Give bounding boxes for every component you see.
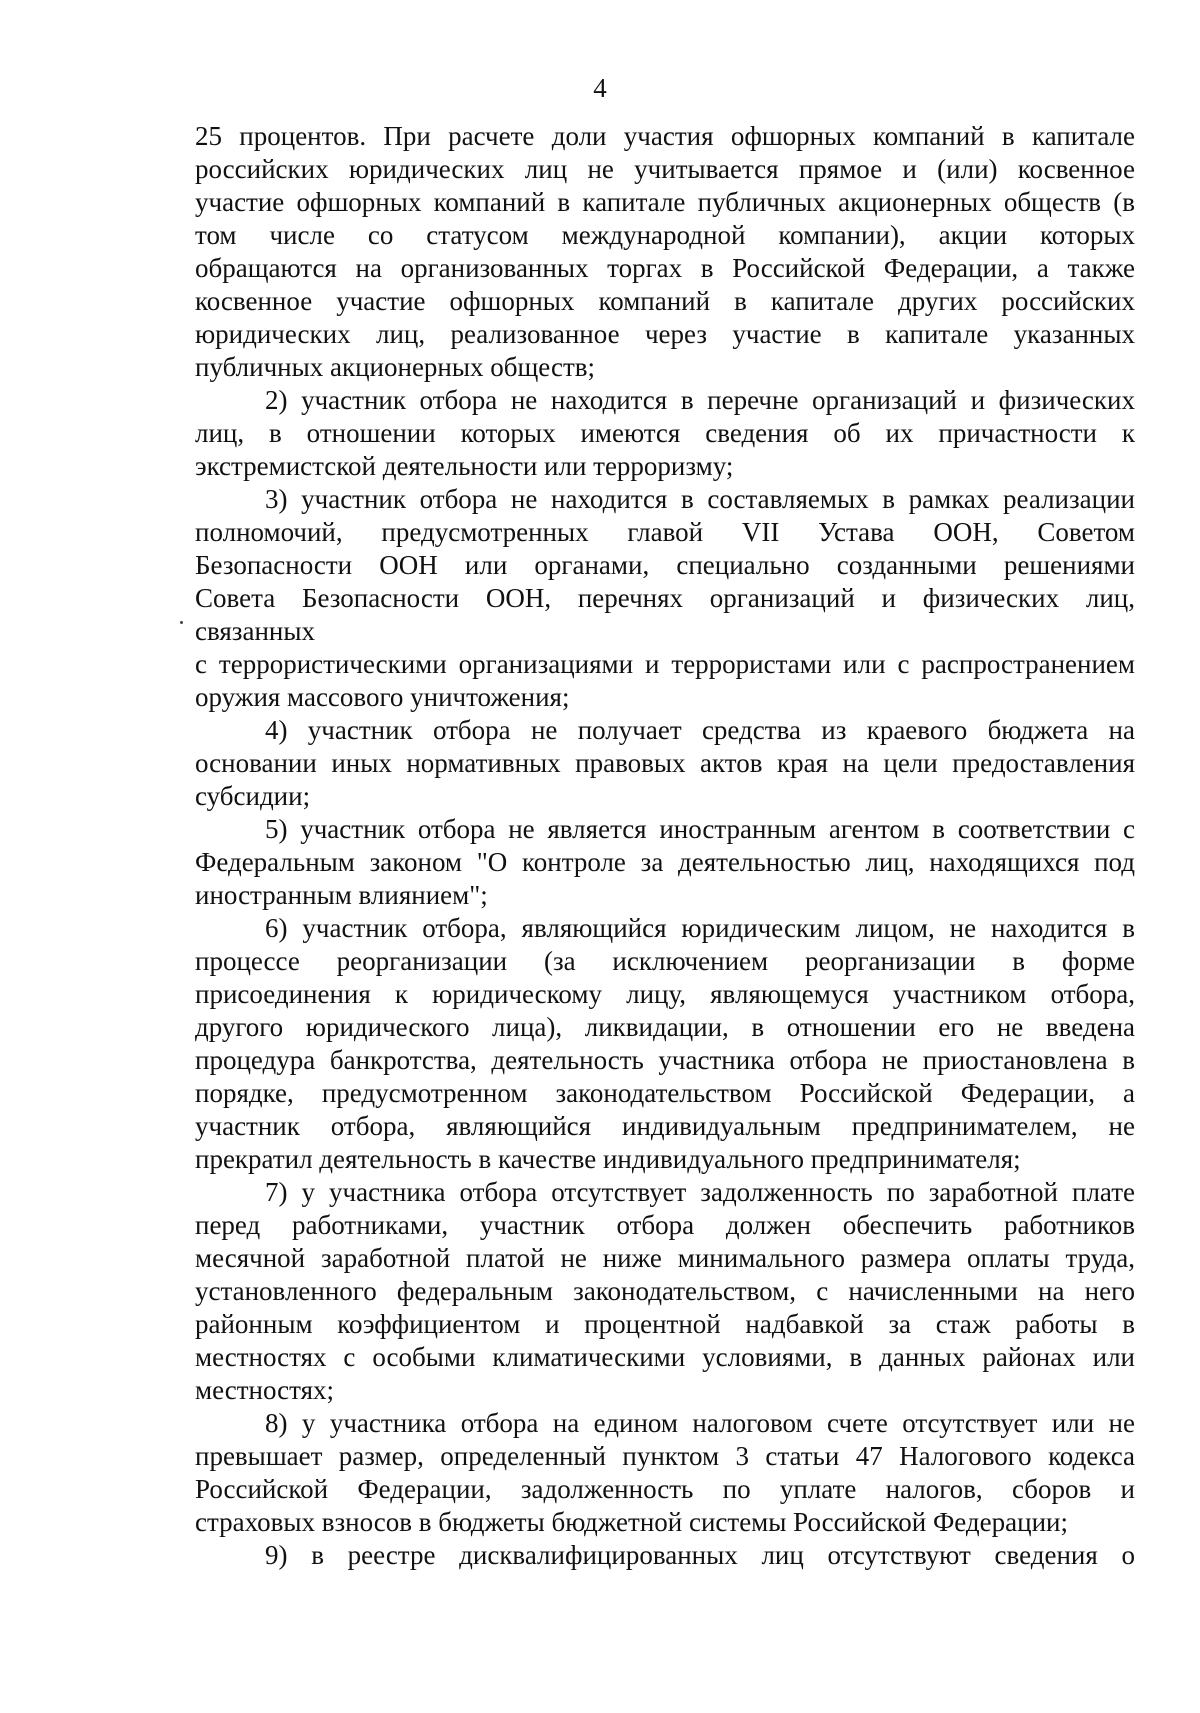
list-item-6: 6) участник отбора, являющийся юридическим лицом, не находится в <box>265 913 1135 943</box>
text-line: косвенное участие офшорных компаний в капитале других российских <box>195 286 1135 316</box>
text-line: процедура банкротства, деятельность участника отбора не приостановлена в <box>195 1045 1135 1075</box>
text-line: порядке, предусмотренном законодательством Российской Федерации, а <box>195 1078 1135 1108</box>
text-line: основании иных нормативных правовых актов края на цели предоставления <box>195 748 1135 778</box>
text-line: иностранным влиянием"; <box>195 880 488 910</box>
text-line: российских юридических лиц не учитывается прямое и (или) косвенное <box>195 154 1135 184</box>
text-line: связанных <box>195 616 315 646</box>
text-line: присоединения к юридическому лицу, являющемуся участником отбора, <box>195 979 1135 1009</box>
text-line: перед работниками, участник отбора должен обеспечить работников <box>195 1210 1135 1240</box>
text-line: страховых взносов в бюджеты бюджетной системы Российской Федерации; <box>195 1507 1068 1537</box>
text-line: процессе реорганизации (за исключением реорганизации в форме <box>195 946 1135 976</box>
text-line: том числе со статусом международной компании), акции которых <box>195 220 1135 250</box>
text-line: публичных акционерных обществ; <box>195 352 595 382</box>
list-item-5: 5) участник отбора не является иностранным агентом в соответствии с <box>265 814 1135 844</box>
text-line: установленного федеральным законодательством, с начисленными на него <box>195 1276 1135 1306</box>
text-line: Российской Федерации, задолженность по уплате налогов, сборов и <box>195 1474 1135 1504</box>
text-line: Федеральным законом "О контроле за деятельностью лиц, находящихся под <box>195 847 1135 877</box>
text-line: Безопасности ООН или органами, специально созданными решениями <box>195 550 1135 580</box>
text-line: с террористическими организациями и террористами или с распространением <box>195 649 1135 679</box>
text-line: 25 процентов. При расчете доли участия офшорных компаний в капитале <box>195 121 1135 151</box>
list-item-7: 7) у участника отбора отсутствует задолженность по заработной плате <box>265 1177 1135 1207</box>
text-line: местностях; <box>195 1375 334 1405</box>
page-number: 4 <box>593 73 607 103</box>
list-item-9: 9) в реестре дисквалифицированных лиц отсутствуют сведения о <box>265 1540 1135 1570</box>
text-line: превышает размер, определенный пунктом 3 статьи 47 Налогового кодекса <box>195 1441 1135 1471</box>
text-line: юридических лиц, реализованное через участие в капитале указанных <box>195 319 1135 349</box>
scan-speck <box>180 621 183 624</box>
text-line: полномочий, предусмотренных главой VII Устава ООН, Советом <box>195 517 1135 547</box>
text-line: обращаются на организованных торгах в Российской Федерации, а также <box>195 253 1135 283</box>
list-item-3: 3) участник отбора не находится в составляемых в рамках реализации <box>265 484 1135 514</box>
text-line: прекратил деятельность в качестве индивидуального предпринимателя; <box>195 1144 1021 1174</box>
list-item-4: 4) участник отбора не получает средства из краевого бюджета на <box>265 715 1135 745</box>
text-line: районным коэффициентом и процентной надбавкой за стаж работы в <box>195 1309 1135 1339</box>
text-line: Совета Безопасности ООН, перечнях организаций и физических лиц, <box>195 583 1135 613</box>
text-line: участник отбора, являющийся индивидуальным предпринимателем, не <box>195 1111 1135 1141</box>
text-line: другого юридического лица), ликвидации, в отношении его не введена <box>195 1012 1135 1042</box>
list-item-2: 2) участник отбора не находится в перечне организаций и физических <box>265 385 1135 415</box>
text-line: оружия массового уничтожения; <box>195 682 570 712</box>
text-line: местностях с особыми климатическими условиями, в данных районах или <box>195 1342 1135 1372</box>
list-item-8: 8) у участника отбора на едином налоговом счете отсутствует или не <box>265 1408 1135 1438</box>
text-line: лиц, в отношении которых имеются сведения об их причастности к <box>195 418 1135 448</box>
text-line: субсидии; <box>195 781 311 811</box>
text-line: месячной заработной платой не ниже минимального размера оплаты труда, <box>195 1243 1135 1273</box>
text-line: участие офшорных компаний в капитале публичных акционерных обществ (в <box>195 187 1135 217</box>
text-line: экстремистской деятельности или терроризму; <box>195 451 734 481</box>
